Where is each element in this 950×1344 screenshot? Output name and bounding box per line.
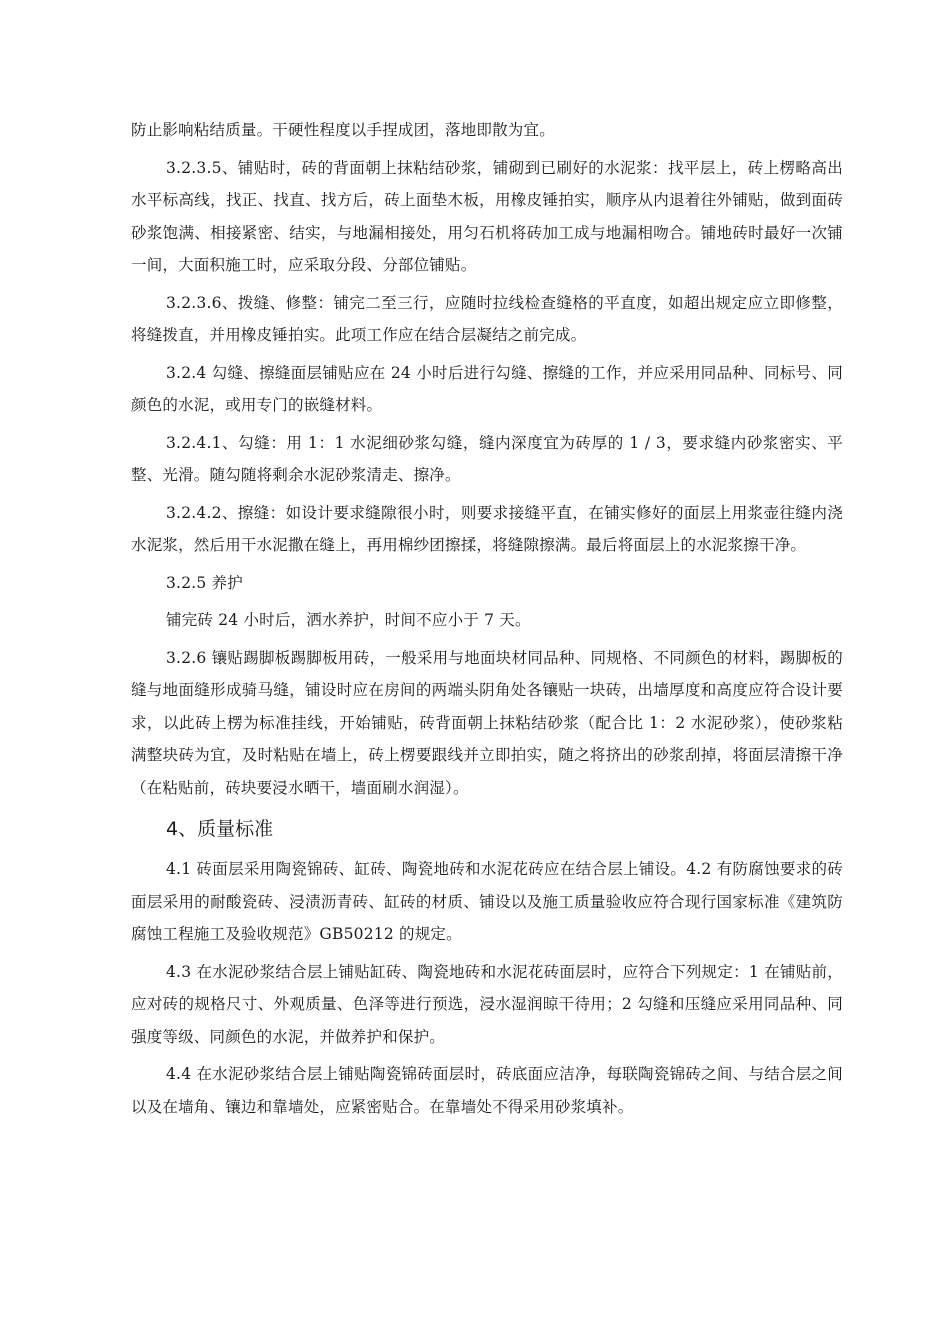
section-heading-quality: 4、质量标准 <box>166 818 274 840</box>
paragraph-3-2-4-1: 3.2.4.1、勾缝：用 1：1 水泥细砂浆勾缝，缝内深度宜为砖厚的 1 / 3，要求缝内砂浆密实、平整、光滑。随勾随将剩余水泥砂浆清走、擦净。 <box>131 433 843 484</box>
paragraph-4-3: 4.3 在水泥砂浆结合层上铺贴缸砖、陶瓷地砖和水泥花砖面层时，应符合下列规定：1 在铺贴前，应对砖的规格尺寸、外观质量、色泽等进行预选，浸水湿润晾干待用；2 勾缝和压缝应采用同品种、同强度等级、同颜色的水泥，并做养护和保护。 <box>131 962 843 1046</box>
paragraph-3-2-3-5: 3.2.3.5、铺贴时，砖的背面朝上抹粘结砂浆，铺砌到已刷好的水泥浆：找平层上，砖上楞略高出水平标高线，找正、找直、找方后，砖上面垫木板，用橡皮锤拍实，顺序从内退着往外铺贴，做到面砖砂浆饱满、相接紧密、结实，与地漏相接处，用匀石机将砖加工成与地漏相吻合。铺地砖时最好一次铺一间，大面积施工时，应采取分段、分部位铺贴。 <box>131 158 843 274</box>
paragraph-3-2-3-6: 3.2.3.6、拨缝、修整：铺完二至三行，应随时拉线检查缝格的平直度，如超出规定应立即修整，将缝拨直，并用橡皮锤拍实。此项工作应在结合层凝结之前完成。 <box>131 293 843 344</box>
paragraph-3-2-6: 3.2.6 镶贴踢脚板踢脚板用砖，一般采用与地面块材同品种、同规格、不同颜色的材料，踢脚板的缝与地面缝形成骑马缝，铺设时应在房间的两端头阴角处各镶贴一块砖，出墙厚度和高度应符合设计要求，以此砖上楞为标准挂线，开始铺贴，砖背面朝上抹粘结砂浆（配合比 1：2 水泥砂浆），使砂浆粘满整块砖为宜，及时粘贴在墙上，砖上楞要跟线并立即拍实，随之将挤出的砂浆刮掉，将面层清擦干净（在粘贴前，砖块要浸水晒干，墙面刷水润湿）。 <box>131 648 843 797</box>
paragraph-4-4: 4.4 在水泥砂浆结合层上铺贴陶瓷锦砖面层时，砖底面应洁净，每联陶瓷锦砖之间、与结合层之间以及在墙角、镶边和靠墙处，应紧密贴合。在靠墙处不得采用砂浆填补。 <box>131 1065 843 1116</box>
paragraph-3-2-4-2: 3.2.4.2、擦缝：如设计要求缝隙很小时，则要求接缝平直，在铺实修好的面层上用浆壶往缝内浇水泥浆，然后用干水泥撒在缝上，再用棉纱团擦揉，将缝隙擦满。最后将面层上的水泥浆擦干净。 <box>131 503 843 554</box>
paragraph-4-1: 4.1 砖面层采用陶瓷锦砖、缸砖、陶瓷地砖和水泥花砖应在结合层上铺设。4.2 有防腐蚀要求的砖面层采用的耐酸瓷砖、浸渍沥青砖、缸砖的材质、铺设以及施工质量验收应符合现行国家标准《建筑防腐蚀工程施工及验收规范》GB50212 的规定。 <box>131 860 843 943</box>
paragraph-3-2-5-title: 3.2.5 养护 <box>166 573 243 592</box>
paragraph-3-2-5-body: 铺完砖 24 小时后，洒水养护，时间不应小于 7 天。 <box>166 611 531 629</box>
paragraph-3-2-4: 3.2.4 勾缝、擦缝面层铺贴应在 24 小时后进行勾缝、擦缝的工作，并应采用同品种、同标号、同颜色的水泥，或用专门的嵌缝材料。 <box>131 363 843 414</box>
document-body <box>131 114 843 1128</box>
paragraph-continuation: 防止影响粘结质量。干硬性程度以手捏成团，落地即散为宜。 <box>131 121 555 139</box>
